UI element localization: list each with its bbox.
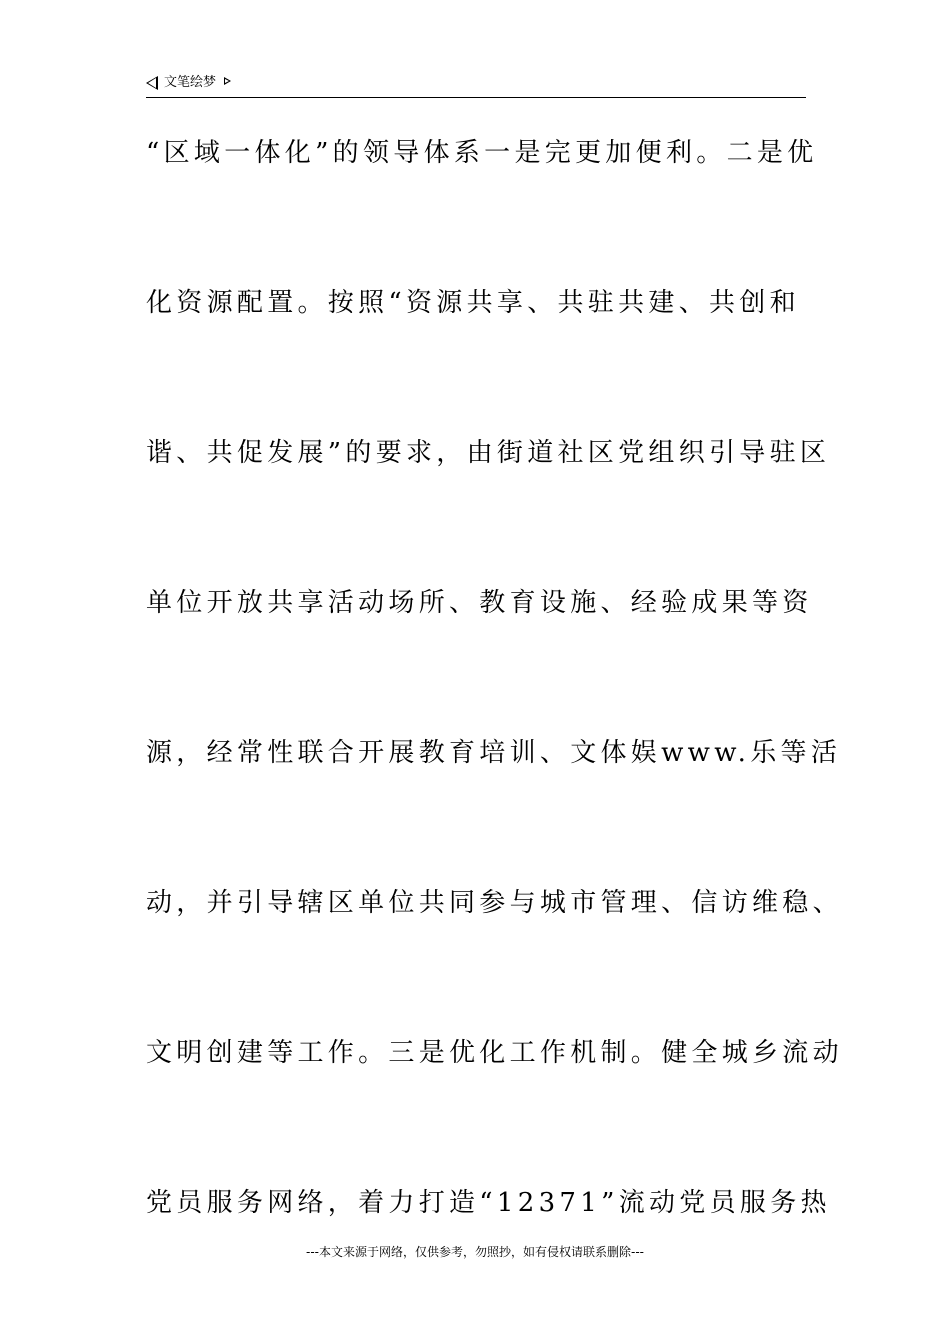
body-line: 党员服务网络，着力打造“12371”流动党员服务热	[146, 1188, 831, 1218]
document-body	[146, 125, 843, 1325]
header-brand	[146, 74, 231, 92]
body-line: 谐、共促发展”的要求，由街道社区党组织引导驻区	[146, 438, 831, 468]
body-line: 化资源配置。按照“资源共享、共驻共建、共创和	[146, 288, 800, 318]
page-header	[146, 70, 806, 98]
body-line: 文明创建等工作。三是优化工作机制。健全城乡流动	[146, 1038, 843, 1068]
header-divider	[146, 97, 806, 98]
footer-notice: ---本文来源于网络，仅供参考，勿照抄，如有侵权请联系删除---	[306, 1245, 644, 1259]
brand-name: 文笔绘梦	[164, 75, 217, 90]
body-line: 源，经常性联合开展教育培训、文体娱www.乐等活	[146, 738, 842, 768]
body-line: “区域一体化”的领导体系一是完更加便利。二是优	[146, 138, 818, 168]
triangle-right-icon	[224, 77, 231, 85]
body-line: 单位开放共享活动场所、教育设施、经验成果等资	[146, 588, 813, 618]
triangle-left-icon	[146, 76, 158, 90]
body-line: 动，并引导辖区单位共同参与城市管理、信访维稳、	[146, 888, 843, 918]
